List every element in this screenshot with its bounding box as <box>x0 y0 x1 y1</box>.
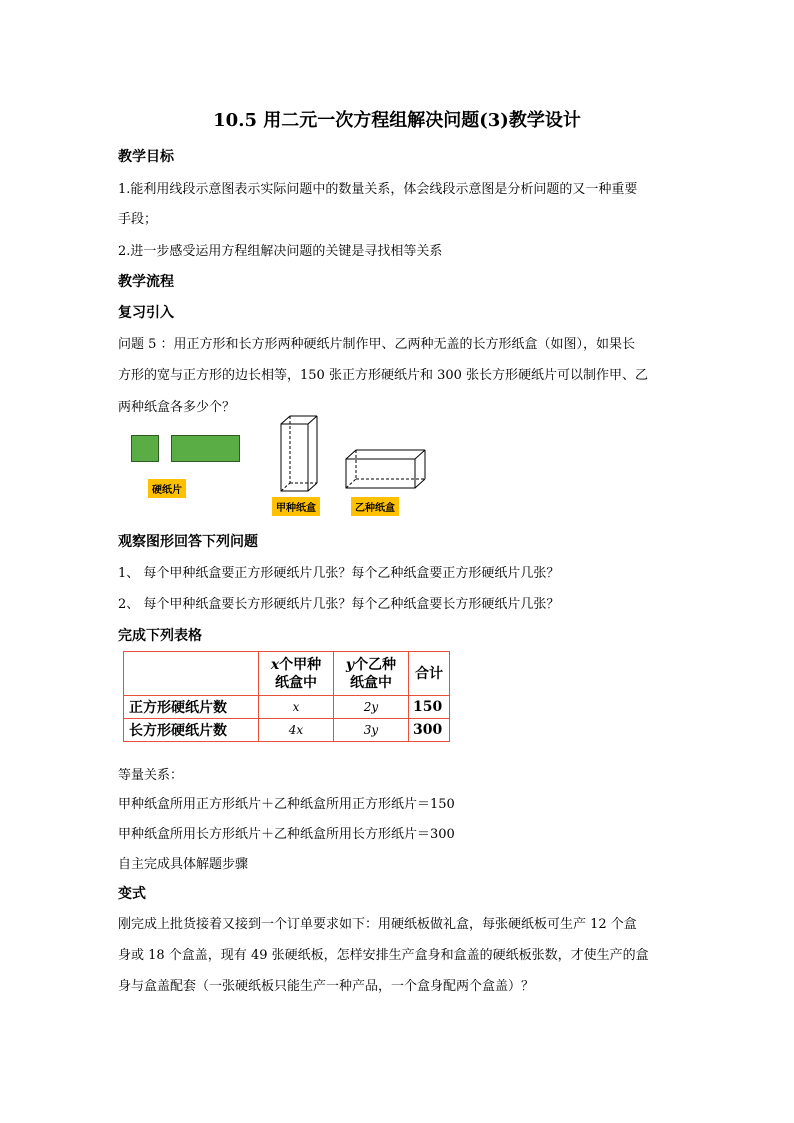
heading-review: 复习引入 <box>118 305 174 321</box>
objective-2: 2.进一步感受运用方程组解决问题的关键是寻找相等关系 <box>118 244 443 259</box>
box-a-front <box>281 424 308 491</box>
cell-rect-b: 3y <box>334 719 409 742</box>
equality-title: 等量关系： <box>118 768 184 783</box>
heading-objectives: 教学目标 <box>118 149 174 165</box>
cell-square-a: x <box>259 696 334 719</box>
box-a-drawing <box>281 416 317 491</box>
equality-1: 甲种纸盒所用正方形纸片＋乙种纸盒所用正方形纸片＝150 <box>118 797 455 812</box>
square-card <box>131 435 159 462</box>
header-var-y: y <box>345 656 355 673</box>
header-var-x: x <box>270 656 280 673</box>
row-label-square: 正方形硬纸片数 <box>124 696 259 719</box>
rectangle-card <box>171 435 240 462</box>
question-line-2: 方形的宽与正方形的边长相等，150 张正方形硬纸片和 300 张长方形硬纸片可以制作甲、乙 <box>118 368 649 383</box>
objective-1: 1.能利用线段示意图表示实际问题中的数量关系，体会线段示意图是分析问题的又一种重要 <box>118 182 638 197</box>
heading-variant: 变式 <box>118 886 146 902</box>
header-a-line1: 个甲种 <box>279 656 322 673</box>
self-complete: 自主完成具体解题步骤 <box>118 857 249 872</box>
label-box-a: 甲种纸盒 <box>272 497 320 516</box>
header-box-a <box>259 652 334 696</box>
cell-square-b: 2y <box>334 696 409 719</box>
box-b-front <box>346 459 415 488</box>
variant-line-3: 身与盒盖配套（一张硬纸板只能生产一种产品，一个盒身配两个盒盖）？ <box>118 979 535 994</box>
header-b-line1: 个乙种 <box>354 656 397 673</box>
equality-2: 甲种纸盒所用长方形纸片＋乙种纸盒所用长方形纸片＝300 <box>118 827 455 842</box>
header-b-line2: 纸盒中 <box>350 674 392 691</box>
heading-observe: 观察图形回答下列问题 <box>118 534 258 550</box>
box-b-drawing <box>346 450 425 488</box>
objective-1-cont: 手段； <box>118 212 158 227</box>
heading-flow: 教学流程 <box>118 274 174 290</box>
variant-line-1: 刚完成上批货接着又接到一个订单要求如下：用硬纸板做礼盒，每张硬纸板可生产 12 个盒 <box>118 917 637 932</box>
label-box-b: 乙种纸盒 <box>351 497 399 516</box>
boxes-figure <box>270 412 440 494</box>
row-label-rect: 长方形硬纸片数 <box>124 719 259 742</box>
count-table <box>123 651 450 742</box>
table-header-row <box>124 652 450 696</box>
table-row <box>124 696 450 719</box>
table-row <box>124 719 450 742</box>
label-card: 硬纸片 <box>148 479 186 498</box>
header-box-b <box>334 652 409 696</box>
cell-rect-total: 300 <box>409 719 450 742</box>
question-line-3: 两种纸盒各多少个？ <box>118 400 236 415</box>
cell-square-total: 150 <box>409 696 450 719</box>
question-line-1: 问题 5 ：用正方形和长方形两种硬纸片制作甲、乙两种无盖的长方形纸盒（如图），如果长 <box>118 337 636 352</box>
page-title: 10.5 用二元一次方程组解决问题(3)教学设计 <box>213 110 581 131</box>
table-corner-cell <box>124 652 259 696</box>
header-total: 合计 <box>409 652 450 696</box>
heading-table: 完成下列表格 <box>118 628 202 644</box>
observe-item-1: 1、 每个甲种纸盒要正方形硬纸片几张？每个乙种纸盒要正方形硬纸片几张？ <box>118 566 560 581</box>
variant-line-2: 身或 18 个盒盖，现有 49 张硬纸板，怎样安排生产盒身和盒盖的硬纸板张数，才使生产的盒 <box>118 948 649 963</box>
header-a-line2: 纸盒中 <box>275 674 317 691</box>
observe-item-2: 2、 每个甲种纸盒要长方形硬纸片几张？每个乙种纸盒要长方形硬纸片几张？ <box>118 597 560 612</box>
cell-rect-a: 4x <box>259 719 334 742</box>
